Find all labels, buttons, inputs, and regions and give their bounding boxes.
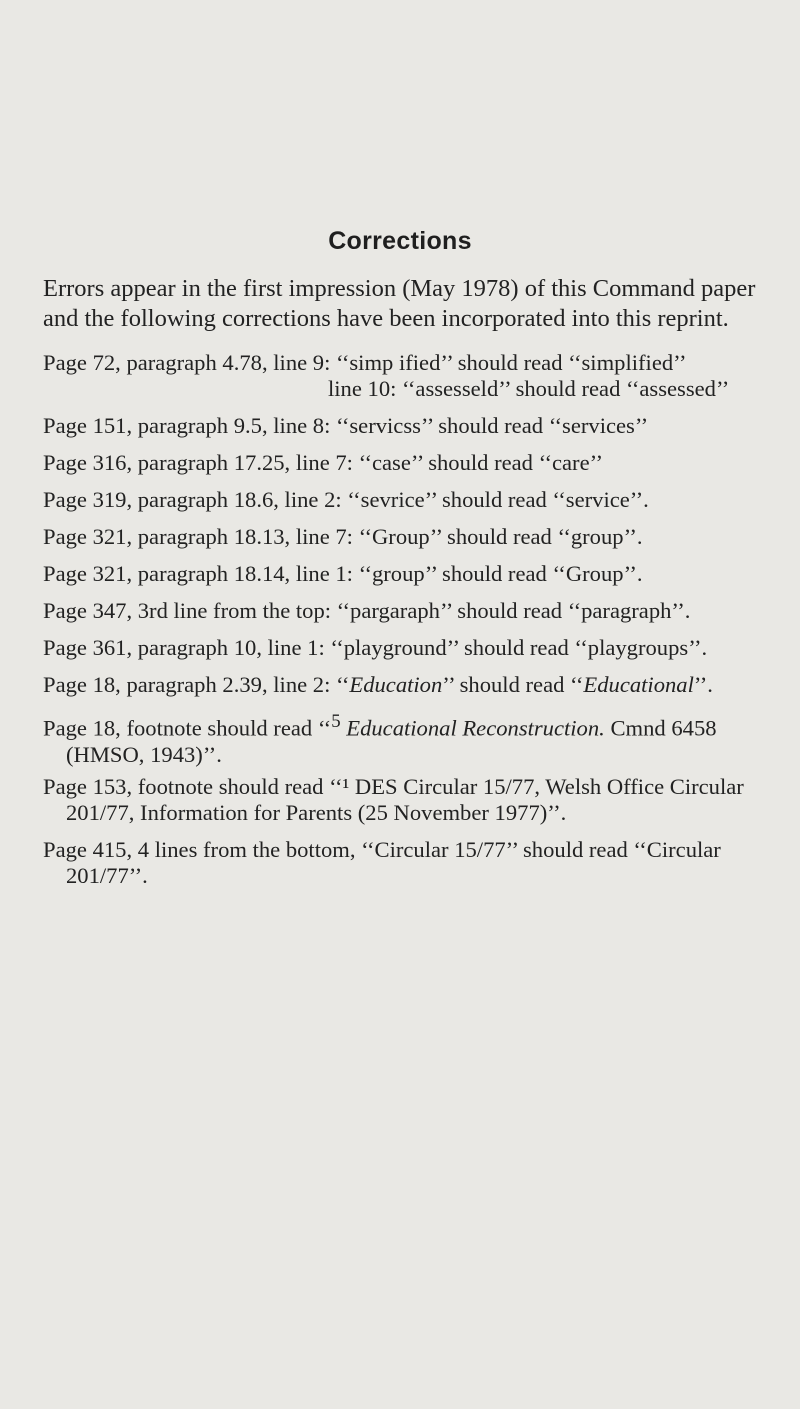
- correction-entry: [43, 709, 793, 768]
- intro-paragraph: Errors appear in the first impression (May 1978) of this Command paper and the following corrections have been incorporated into this reprint.: [43, 275, 756, 332]
- correction-text: ’’.: [693, 672, 713, 697]
- correction-entry: Page 316, paragraph 17.25, line 7: ‘‘case’’ should read ‘‘care’’: [43, 450, 603, 475]
- correction-entry: Page 361, paragraph 10, line 1: ‘‘playground’’ should read ‘‘playgroups’’.: [43, 635, 708, 660]
- correction-entry: Page 347, 3rd line from the top: ‘‘pargaraph’’ should read ‘‘paragraph’’.: [43, 598, 691, 623]
- corrections-list: [43, 350, 793, 900]
- correction-text: ’’ should read ‘‘: [442, 672, 584, 697]
- italic-term: Education: [349, 672, 443, 697]
- correction-text-continued: line 10: ‘‘assesseld’’ should read ‘‘assessed’’: [328, 376, 730, 401]
- footnote-marker: 5: [331, 711, 341, 732]
- correction-entry: Page 319, paragraph 18.6, line 2: ‘‘sevrice’’ should read ‘‘service’’.: [43, 487, 649, 512]
- italic-title: Educational Reconstruction.: [340, 715, 605, 741]
- correction-entry: Page 321, paragraph 18.13, line 7: ‘‘Group’’ should read ‘‘group’’.: [43, 524, 643, 549]
- correction-entry: [43, 350, 793, 402]
- correction-entry: Page 321, paragraph 18.14, line 1: ‘‘group’’ should read ‘‘Group’’.: [43, 561, 643, 586]
- correction-entry: [43, 672, 793, 698]
- correction-text: Page 18, paragraph 2.39, line 2: ‘‘: [43, 672, 350, 697]
- correction-text: Page 72, paragraph 4.78, line 9: ‘‘simp ified’’ should read ‘‘simplified’’: [43, 350, 687, 375]
- correction-text: Page 18, footnote should read ‘‘: [43, 715, 332, 741]
- correction-text: Cmnd 6458 (HMSO, 1943)’’.: [66, 715, 717, 767]
- correction-entry: Page 415, 4 lines from the bottom, ‘‘Circular 15/77’’ should read ‘‘Circular 201/77’’.: [43, 836, 721, 888]
- correction-entry: Page 153, footnote should read ‘‘¹ DES Circular 15/77, Welsh Office Circular 201/77, Information for Parents (25 November 1977)’’.: [43, 773, 744, 825]
- italic-term: Educational: [583, 672, 694, 697]
- page-title: Corrections: [328, 227, 472, 255]
- correction-entry: Page 151, paragraph 9.5, line 8: ‘‘servicss’’ should read ‘‘services’’: [43, 413, 649, 438]
